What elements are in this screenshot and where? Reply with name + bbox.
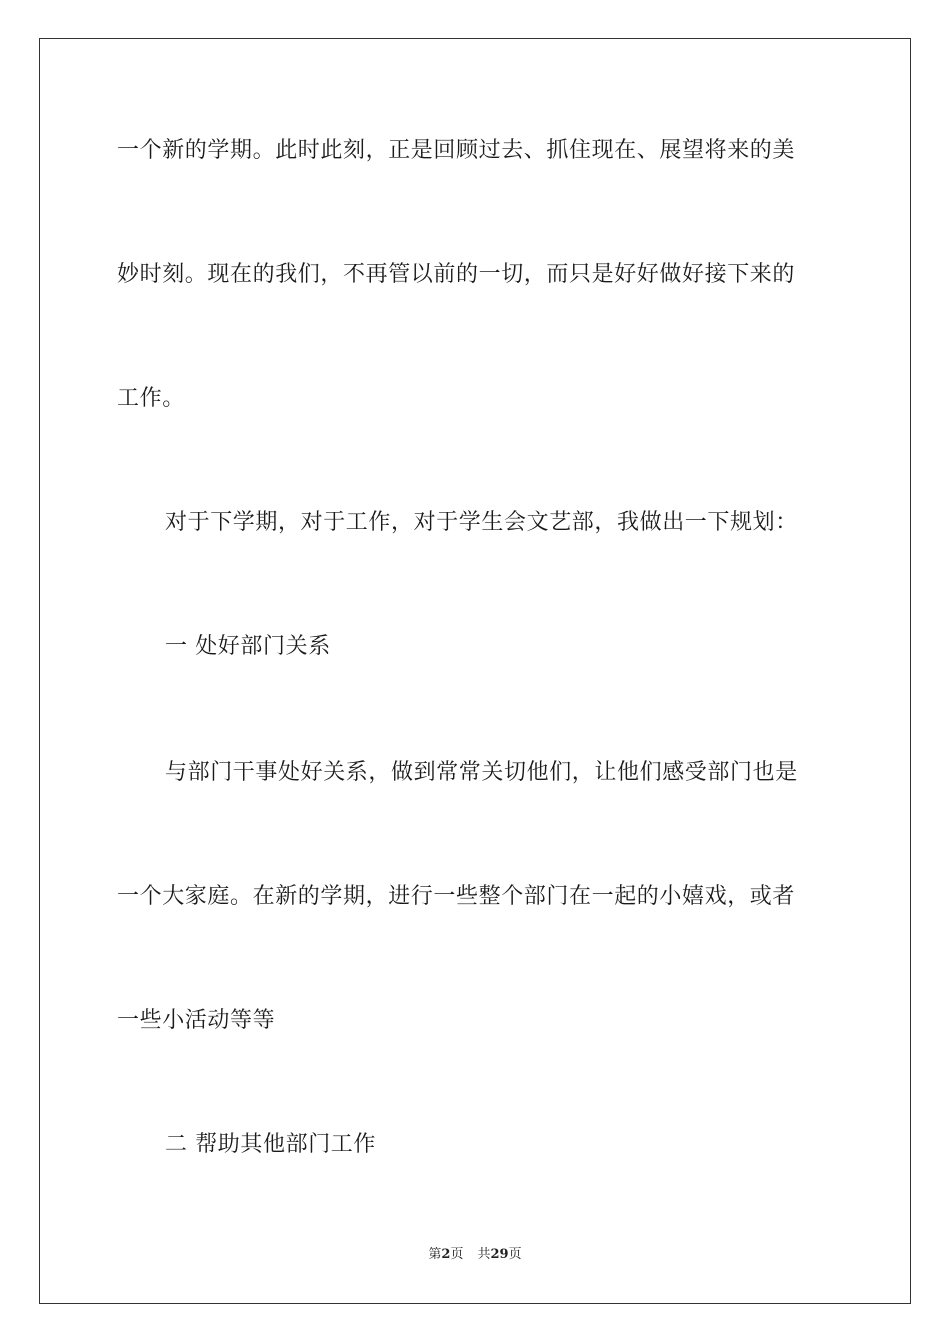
section-heading-1: 一 处好部门关系 (165, 634, 331, 659)
page-border (39, 38, 911, 1304)
paragraph-1-line-1: 一个新的学期。此时此刻，正是回顾过去、抓住现在、展望将来的美 (117, 138, 796, 163)
footer-total-prefix: 共 (477, 1247, 491, 1262)
footer-page-prefix: 第 (428, 1247, 442, 1262)
footer-page-total: 29 (490, 1247, 509, 1262)
paragraph-3-line-3: 一些小活动等等 (117, 1008, 276, 1033)
footer-page-suffix: 页 (450, 1247, 464, 1262)
footer-page-current: 2 (441, 1247, 451, 1262)
page-footer (0, 1246, 950, 1264)
paragraph-2-line-1: 对于下学期，对于工作，对于学生会文艺部，我做出一下规划： (165, 510, 798, 535)
paragraph-3-line-2: 一个大家庭。在新的学期，进行一些整个部门在一起的小嬉戏，或者 (117, 884, 796, 909)
paragraph-3-line-1: 与部门干事处好关系，做到常常关切他们，让他们感受部门也是 (165, 760, 798, 785)
paragraph-1-line-3: 工作。 (117, 386, 185, 411)
section-heading-2: 二 帮助其他部门工作 (165, 1132, 376, 1157)
footer-total-suffix: 页 (508, 1247, 522, 1262)
paragraph-1-line-2: 妙时刻。现在的我们，不再管以前的一切，而只是好好做好接下来的 (117, 262, 796, 287)
